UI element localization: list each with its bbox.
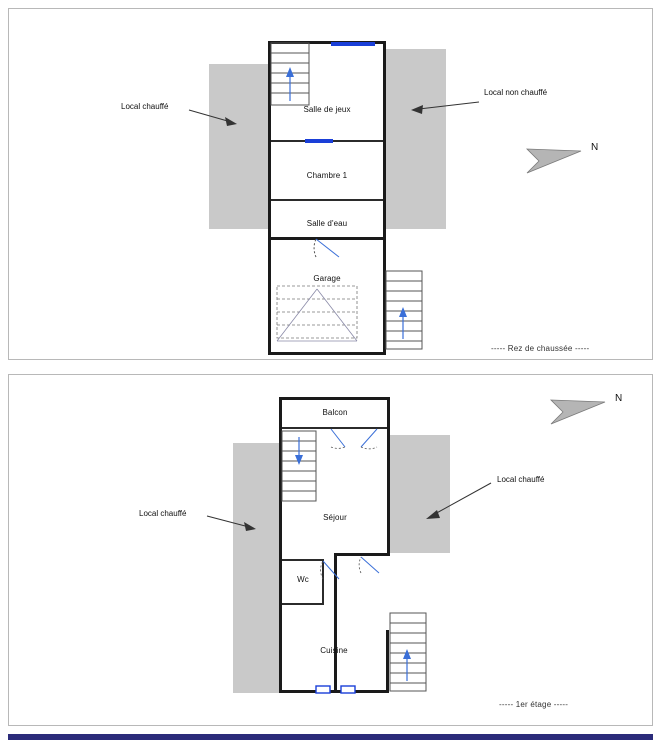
annotation-local-chauffe-left-first: Local chauffé <box>139 509 187 518</box>
compass-label-north-first: N <box>615 393 623 404</box>
annotation-arrow-left-ground <box>189 110 237 126</box>
compass-label-north-ground: N <box>591 142 599 153</box>
room-label-salle-d-eau: Salle d'eau <box>306 219 348 228</box>
room-label-wc: Wc <box>297 575 309 584</box>
first-floor-linework <box>9 375 652 725</box>
room-label-chambre-1: Chambre 1 <box>306 171 348 180</box>
annotation-arrow-right-ground <box>411 102 479 114</box>
panel-first-floor <box>8 374 653 726</box>
stair-arrow-up-exterior-ground <box>399 307 407 339</box>
room-label-salle-de-jeux: Salle de jeux <box>303 105 351 114</box>
stair-arrow-up-exterior-first <box>403 649 411 681</box>
bottom-strip <box>8 734 653 740</box>
annotation-local-chauffe-right-first: Local chauffé <box>497 475 545 484</box>
compass-arrow-ground <box>527 149 581 173</box>
caption-first-floor: ----- 1er étage ----- <box>499 700 569 709</box>
room-label-sejour: Séjour <box>323 513 347 522</box>
room-label-garage: Garage <box>313 274 341 283</box>
panel-ground-floor <box>8 8 653 360</box>
ground-floor-linework <box>9 9 652 359</box>
annotation-arrow-left-first <box>207 516 256 531</box>
annotation-local-non-chauffe-right-ground: Local non chauffé <box>484 88 548 97</box>
ground-floor-stage <box>9 9 652 359</box>
annotation-arrow-right-first <box>426 483 491 519</box>
room-label-cuisine: Cuisine <box>320 646 348 655</box>
stair-arrow-up-ground <box>286 67 294 101</box>
room-label-balcon: Balcon <box>322 408 348 417</box>
annotation-local-chauffe-left-ground: Local chauffé <box>121 102 169 111</box>
compass-arrow-first <box>551 400 605 424</box>
caption-ground-floor: ----- Rez de chaussée ----- <box>491 344 590 353</box>
first-floor-stage <box>9 375 652 725</box>
